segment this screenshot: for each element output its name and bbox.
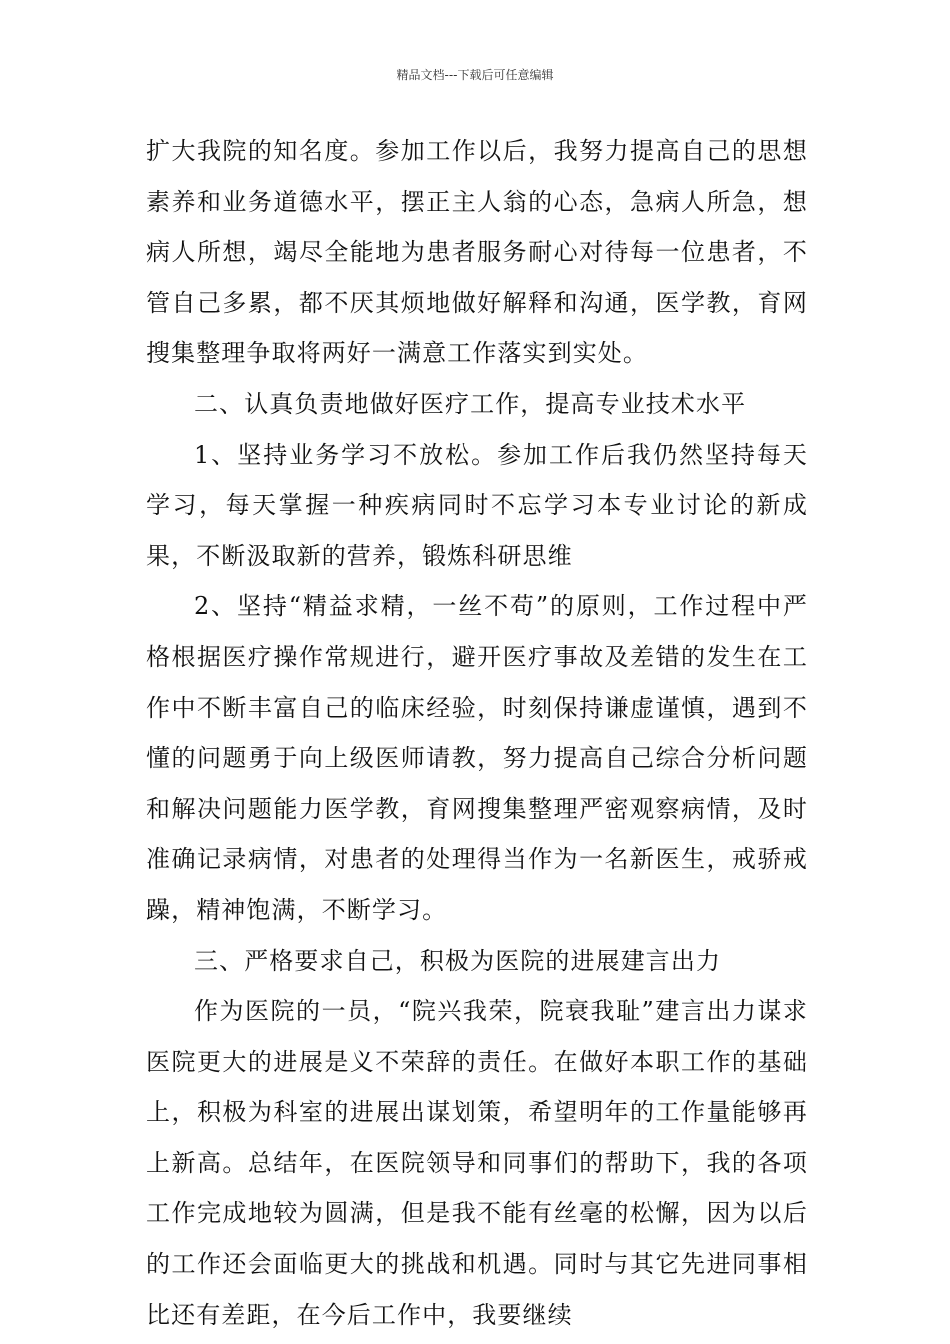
paragraph-item-2: 2、坚持“精益求精，一丝不苟”的原则，工作过程中严格根据医疗操作常规进行，避开医疗事故及差错的发生在工作中不断丰富自己的临床经验，时刻保持谦虚谨慎，遇到不懂的问题勇于向上级医师请教，努力提高自己综合分析问题和解决问题能力医学教，育网搜集整理严密观察病情，及时准确记录病情，对患者的处理得当作为一名新医生，戒骄戒躁，精神饱满，不断学习。 bbox=[146, 592, 808, 924]
page-header: 精品文档---下载后可任意编辑 bbox=[396, 68, 554, 82]
paragraph-section-3: 作为医院的一员，“院兴我荣，院衰我耻”建言出力谋求医院更大的进展是义不荣辞的责任。在做好本职工作的基础上，积极为科室的进展出谋划策，希望明年的工作量能够再上新高。总结年，在医院领导和同事们的帮助下，我的各项工作完成地较为圆满，但是我不能有丝毫的松懈，因为以后的工作还会面临更大的挑战和机遇。同时与其它先进同事相比还有差距，在今后工作中，我要继续 bbox=[146, 997, 808, 1329]
section-heading-3: 三、严格要求自己，积极为医院的进展建言出力 bbox=[194, 946, 722, 975]
section-heading-2: 二、认真负责地做好医疗工作，提高专业技术水平 bbox=[194, 389, 747, 418]
paragraph-item-1: 1、坚持业务学习不放松。参加工作后我仍然坚持每天学习，每天掌握一种疾病同时不忘学习本专业讨论的新成果，不断汲取新的营养，锻炼科研思维 bbox=[146, 440, 808, 570]
paragraph-continuation: 扩大我院的知名度。参加工作以后，我努力提高自己的思想素养和业务道德水平，摆正主人翁的心态，急病人所急，想病人所想，竭尽全能地为患者服务耐心对待每一位患者，不管自己多累，都不厌其烦地做好解释和沟通，医学教，育网搜集整理争取将两好一满意工作落实到实处。 bbox=[146, 137, 808, 368]
document-body bbox=[146, 126, 808, 1340]
